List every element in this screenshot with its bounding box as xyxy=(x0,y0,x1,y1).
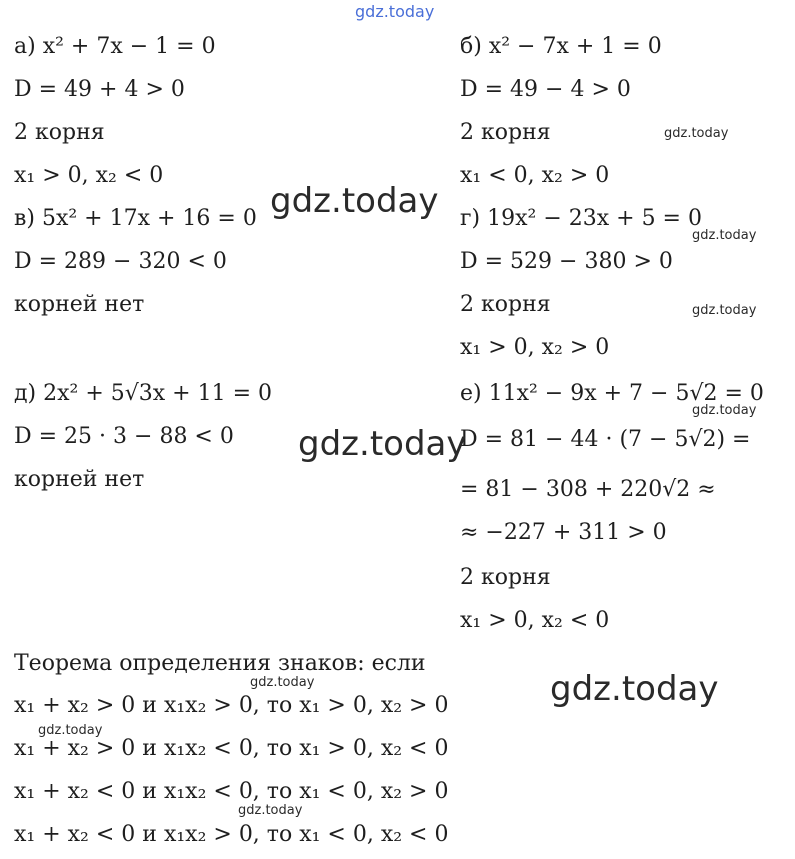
watermark-large: gdz.today xyxy=(270,181,439,221)
eq-g-discriminant: D = 529 − 380 > 0 xyxy=(460,249,673,274)
eq-g-root-signs: x₁ > 0, x₂ > 0 xyxy=(460,335,610,360)
eq-a-root-count: 2 корня xyxy=(14,120,105,145)
watermark-large: gdz.today xyxy=(298,424,467,464)
eq-d-statement: д) 2x² + 5√3x + 11 = 0 xyxy=(14,381,273,406)
watermark-small: gdz.today xyxy=(38,723,103,738)
eq-b-statement: б) x² − 7x + 1 = 0 xyxy=(460,34,662,59)
eq-d-no-roots: корней нет xyxy=(14,467,145,492)
watermark-small: gdz.today xyxy=(692,228,757,243)
eq-v-no-roots: корней нет xyxy=(14,292,145,317)
eq-a-root-signs: x₁ > 0, x₂ < 0 xyxy=(14,163,164,188)
eq-e-calc-step: = 81 − 308 + 220√2 ≈ xyxy=(460,477,716,502)
eq-e-statement: е) 11x² − 9x + 7 − 5√2 = 0 xyxy=(460,381,764,406)
eq-e-discriminant: D = 81 − 44 · (7 − 5√2) = xyxy=(460,427,751,452)
eq-v-discriminant: D = 289 − 320 < 0 xyxy=(14,249,227,274)
watermark-small: gdz.today xyxy=(238,803,303,818)
eq-b-root-signs: x₁ < 0, x₂ > 0 xyxy=(460,163,610,188)
eq-b-root-count: 2 корня xyxy=(460,120,551,145)
eq-g-statement: г) 19x² − 23x + 5 = 0 xyxy=(460,206,702,231)
watermark-small: gdz.today xyxy=(692,403,757,418)
watermark-top: gdz.today xyxy=(355,2,435,21)
watermark-large: gdz.today xyxy=(550,669,719,709)
theorem-rule-4: x₁ + x₂ < 0 и x₁x₂ > 0, то x₁ < 0, x₂ < 0 xyxy=(14,822,449,847)
theorem-rule-1: x₁ + x₂ > 0 и x₁x₂ > 0, то x₁ > 0, x₂ > 0 xyxy=(14,693,449,718)
watermark-small: gdz.today xyxy=(664,126,729,141)
eq-a-discriminant: D = 49 + 4 > 0 xyxy=(14,77,185,102)
theorem-rule-3: x₁ + x₂ < 0 и x₁x₂ < 0, то x₁ < 0, x₂ > 0 xyxy=(14,779,449,804)
eq-b-discriminant: D = 49 − 4 > 0 xyxy=(460,77,631,102)
eq-g-root-count: 2 корня xyxy=(460,292,551,317)
watermark-small: gdz.today xyxy=(692,303,757,318)
theorem-heading: Теорема определения знаков: если xyxy=(14,651,426,676)
eq-e-root-count: 2 корня xyxy=(460,565,551,590)
eq-v-statement: в) 5x² + 17x + 16 = 0 xyxy=(14,206,257,231)
eq-e-approx: ≈ −227 + 311 > 0 xyxy=(460,520,667,545)
eq-a-statement: а) x² + 7x − 1 = 0 xyxy=(14,34,216,59)
theorem-rule-2: x₁ + x₂ > 0 и x₁x₂ < 0, то x₁ > 0, x₂ < 0 xyxy=(14,736,449,761)
watermark-small: gdz.today xyxy=(250,675,315,690)
eq-e-root-signs: x₁ > 0, x₂ < 0 xyxy=(460,608,610,633)
eq-d-discriminant: D = 25 · 3 − 88 < 0 xyxy=(14,424,234,449)
